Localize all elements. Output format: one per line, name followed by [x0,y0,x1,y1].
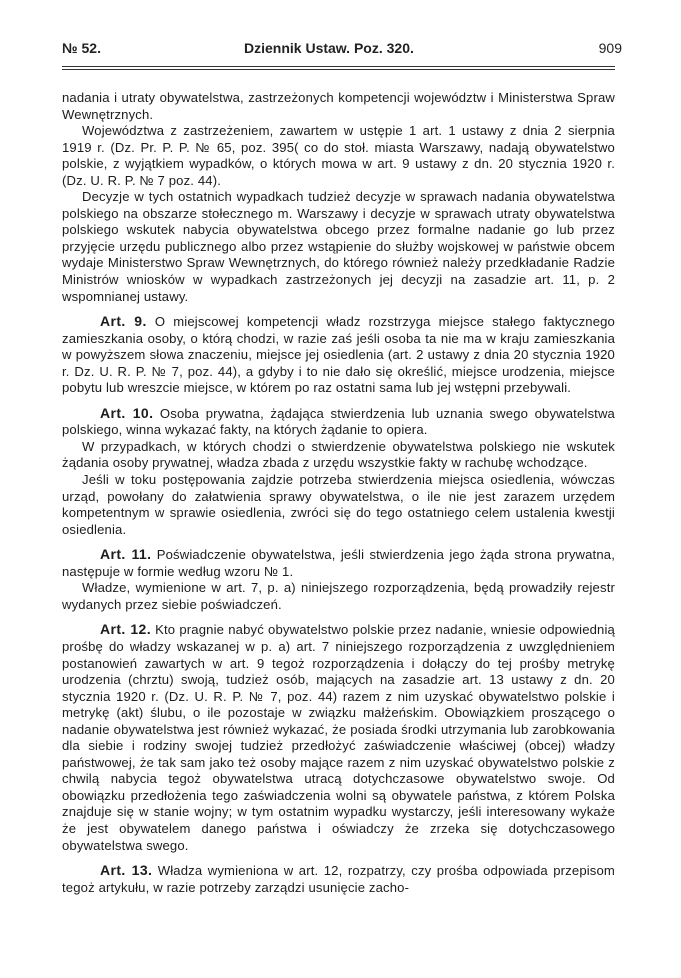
article-9 [62,313,615,397]
paragraph-continuation: nadania i utraty obywatelstwa, zastrzeżonych kompetencji województw i Ministerstwa Spraw Wewnętrznych. [62,90,615,122]
paragraph: Władze, wymienione w art. 7, p. a) niniejszego rozporządzenia, będą prowadziły rejestr wydanych przez siebie poświadczeń. [62,580,615,612]
header-rule-top [62,66,615,67]
page-number: 909 [598,40,622,56]
paragraph: Jeśli w toku postępowania zajdzie potrzeba stwierdzenia miejsca osiedlenia, wówczas urząd, powołany do załatwienia sprawy obywatelstwa, o ile nie jest zarazem urzędem kompetentnym w sprawie osiedlenia, zwróci się do tego ostatniego celem ustalenia kwestji osiedlenia. [62,472,615,537]
article-11 [62,546,615,580]
article-12 [62,621,615,854]
page-header [62,36,622,62]
article-text: Osoba prywatna, żądająca stwierdzenia lub uznania swego obywatelstwa polskiego, winna wykazać fakty, na których żądanie to opiera. [62,405,615,438]
article-10 [62,405,615,439]
article-label: Art. 10. [100,404,154,421]
issue-number: № 52. [62,40,101,56]
article-text: Poświadczenie obywatelstwa, jeśli stwierdzenia jego żąda strona prywatna, następuje w formie według wzoru № 1. [62,547,616,579]
paragraph: Decyzje w tych ostatnich wypadkach tudzież decyzje w sprawach nadania obywatelstwa polskiego na obszarze stołecznego m. Warszawy i decyzje w sprawach utraty obywatelstwa polskiego wskutek nabycia obywatelstwa obcego przez formalne nadanie go lub przez przyjęcie urzędu publicznego albo przez wstąpienie do służby wojskowej w państwie obcem wydaje Ministerstwo Spraw Wewnętrznych, do którego również należy przedkładanie Radzie Ministrów wniosków w wypadkach zastrzeżonych jej decyzji na zasadzie art. 11, p. 2 wspomnianej ustawy. [62,189,615,304]
paragraph: W przypadkach, w których chodzi o stwierdzenie obywatelstwa polskiego nie wskutek żądania osoby prywatnej, władza zbada z urzędu wszystkie fakty w rachubę wchodzące. [62,438,615,471]
header-rule-bottom [62,69,615,70]
article-text: O miejscowej kompetencji władz rozstrzyga miejsce stałego faktycznego zamieszkania osoby, o którą chodzi, w razie zaś jeśli osoba ta nie ma w kraju zamieszkania w powyższem słowa znaczeniu, miejsce jej osiedlenia (art. 2 ustawy z dnia 20 stycznia 1920 r. Dz. U. R. P. № 7, poz. 44), a gdyby i to nie dało się określić, miejsce urodzenia, miejsce pobytu lub wreszcie miejsce, w którem po raz ostatni sama lub jej wstępni przebywali. [62,314,615,396]
article-13 [62,862,615,896]
document-body [62,90,615,896]
paragraph: Województwa z zastrzeżeniem, zawartem w ustępie 1 art. 1 ustawy z dnia 2 sierpnia 1919 r. (Dz. Pr. P. P. № 65, poz. 395( co do stoł. miasta Warszawy, nadają obywatelstwo polskie, z wyjątkiem wypadków, o których mowa w art. 9 ustawy z dn. 20 stycznia 1920 r. (Dz. U. R. P. № 7 poz. 44). [62,123,615,188]
article-label: Art. 12. [100,621,151,638]
journal-title: Dziennik Ustaw. Poz. 320. [244,40,414,56]
article-text: Kto pragnie nabyć obywatelstwo polskie przez nadanie, wniesie odpowiednią prośbę do władzy wskazanej w p. a) art. 7 niniejszego rozporządzenia z uwzględnieniem postanowień zawartych w art. 9 tegoż rozporządzenia i dołączy do tej prośby metrykę urodzenia (chrztu) swoją, tudzież osób, mających na zasadzie art. 13 ustawy z dn. 20 stycznia 1920 r. (Dz. U. R. P. № 7, poz. 44) razem z nim uzyskać obywatelstwo polskie i metrykę (akt) ślubu, o ile pozostaje w związku małżeńskim. Obowiązkiem proszącego o nadanie obywatelstwa jest również wykazać, że posiada środki utrzymania lub zarobkowania dla siebie i rodziny swojej tudzież przedłożyć zaświadczenie właściwej (obcej) władzy państwowej, że tak sam jako też osoby mające razem z nim uzyskać obywatelstwo polskie z chwilą nabycia tegoż obywatelstwa utracą dotychczasowe obywatelstwo swoje. Od obowiązku przedłożenia tego zaświadczenia wolni są obywatele państwa, z którem Polska znajduje się w stanie wojny; w tym ostatnim wypadku wystarczy, jeśli interesowany wykaże że jest obywatelem danego państwa i oświadczy że zrzeka się dotychczasowego obywatelstwa swego. [62,622,615,853]
article-text: Władza wymieniona w art. 12, rozpatrzy, czy prośba odpowiada przepisom tegoż artykułu, w razie potrzeby zarządzi usunięcie zacho- [62,863,615,895]
article-label: Art. 13. [100,862,153,879]
article-label: Art. 11. [100,546,152,563]
article-label: Art. 9. [100,313,147,330]
